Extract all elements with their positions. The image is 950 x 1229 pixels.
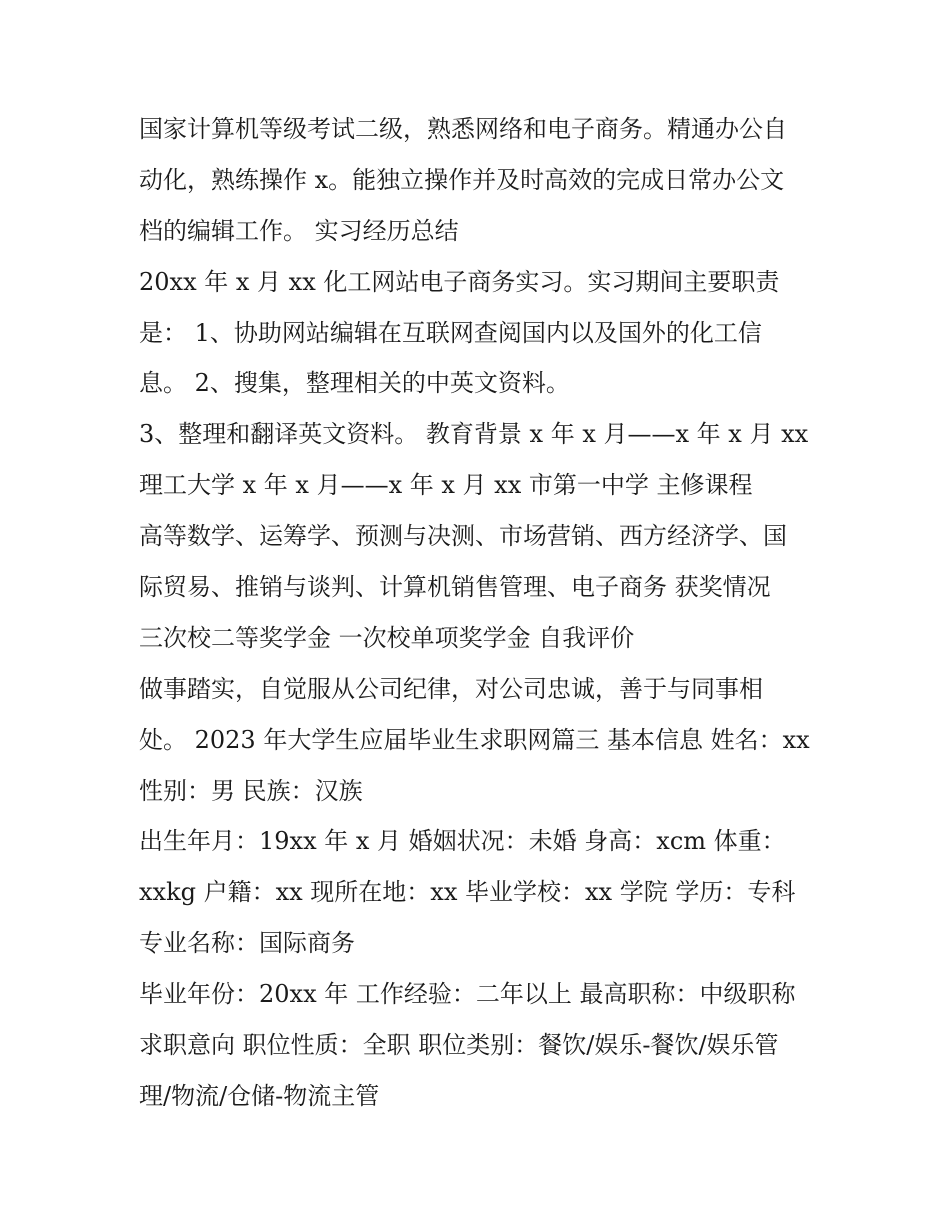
- text-line: 专业名称：国际商务: [139, 929, 355, 958]
- text-line: 档的编辑工作。 实习经历总结: [139, 216, 459, 245]
- document-body: [139, 104, 829, 1122]
- text-line: 理工大学 x 年 x 月——x 年 x 月 xx 市第一中学 主修课程: [139, 471, 753, 500]
- text-line: 际贸易、推销与谈判、计算机销售管理、电子商务 获奖情况: [139, 573, 771, 602]
- text-line: 国家计算机等级考试二级，熟悉网络和电子商务。精通办公自: [139, 115, 787, 143]
- text-line: 理/物流/仓储-物流主管: [139, 1081, 380, 1110]
- text-line: 处。 2023 年大学生应届毕业生求职网篇三 基本信息 姓名：xx: [139, 725, 810, 754]
- text-line: 性别：男 民族：汉族: [139, 776, 363, 805]
- text-line: 动化，熟练操作 x。能独立操作并及时高效的完成日常办公文: [139, 165, 785, 194]
- text-line: 是： 1、协助网站编辑在互联网查阅国内以及国外的化工信: [139, 318, 762, 347]
- text-line: 高等数学、运筹学、预测与决测、市场营销、西方经济学、国: [139, 522, 787, 551]
- text-line: 出生年月：19xx 年 x 月 婚姻状况：未婚 身高：xcm 体重：: [139, 827, 786, 856]
- text-line: 毕业年份：20xx 年 工作经验：二年以上 最高职称：中级职称: [139, 980, 796, 1009]
- text-line: 求职意向 职位性质：全职 职位类别：餐饮/娱乐-餐饮/娱乐管: [139, 1031, 779, 1060]
- text-line: 三次校二等奖学金 一次校单项奖学金 自我评价: [139, 623, 635, 652]
- text-line: xxkg 户籍：xx 现所在地：xx 毕业学校：xx 学院 学历：专科: [139, 878, 796, 907]
- text-line: 做事踏实，自觉服从公司纪律，对公司忠诚，善于与同事相: [139, 674, 763, 703]
- text-line: 20xx 年 x 月 xx 化工网站电子商务实习。实习期间主要职责: [139, 267, 780, 296]
- text-line: 3、整理和翻译英文资料。 教育背景 x 年 x 月——x 年 x 月 xx: [139, 420, 809, 449]
- text-line: 息。 2、搜集，整理相关的中英文资料。: [139, 369, 570, 398]
